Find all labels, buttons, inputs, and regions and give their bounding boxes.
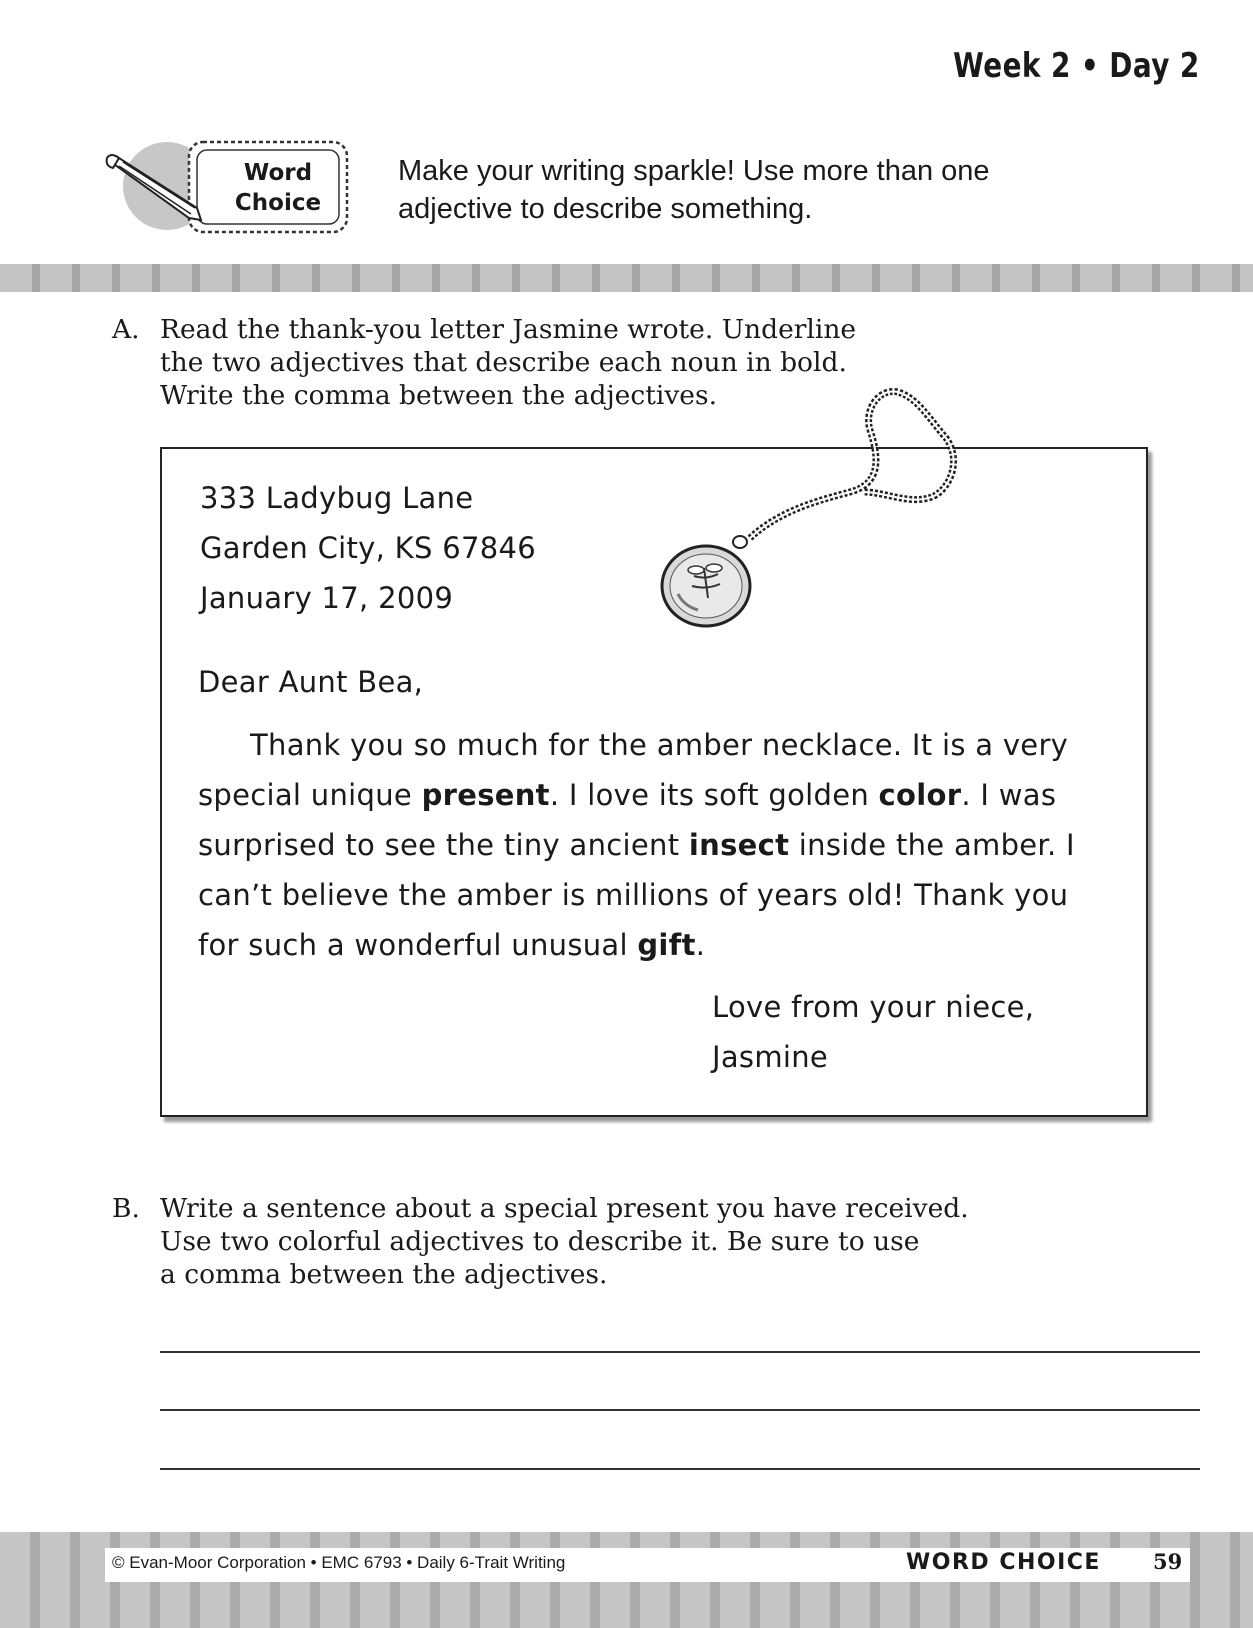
intro-text: Make your writing sparkle! Use more than one adjective to describe something. xyxy=(398,155,990,225)
writing-line[interactable] xyxy=(160,1409,1200,1411)
section-a-text: Read the thank-you letter Jasmine wrote. Underline the two adjectives that describe each noun in bold. Write the comma between the adjectives. xyxy=(160,314,857,411)
bold-noun-present: present xyxy=(421,778,550,812)
body-text: . xyxy=(695,928,706,962)
section-b-text: Write a sentence about a special present you have received. Use two colorful adjectives to describe it. Be sure to use a comma between the adjectives. xyxy=(160,1193,969,1290)
letter-greeting: Dear Aunt Bea, xyxy=(198,665,424,699)
letter-address xyxy=(200,473,536,623)
body-text: Thank you so much for the amber necklace. It is a very special unique xyxy=(198,728,1069,812)
bold-noun-color: color xyxy=(878,778,962,812)
body-text: inside the amber. I can’t believe the amber is millions of years old! Thank you for such a wonderful unusual xyxy=(198,828,1075,962)
bold-noun-insect: insect xyxy=(688,828,790,862)
bold-noun-gift: gift xyxy=(637,928,696,962)
signature: Jasmine xyxy=(712,1040,829,1074)
section-b-label: B. xyxy=(112,1193,140,1224)
badge-line-2: Choice xyxy=(234,190,322,216)
badge-label xyxy=(228,158,328,218)
amber-necklace-icon xyxy=(650,380,990,650)
writing-line[interactable] xyxy=(160,1351,1200,1353)
page-number: 59 xyxy=(1153,1549,1183,1574)
letter-body xyxy=(198,720,1118,970)
address-street: 333 Ladybug Lane xyxy=(200,481,474,515)
address-city: Garden City, KS 67846 xyxy=(200,531,536,565)
letter-closing xyxy=(712,982,1034,1082)
section-b-instructions xyxy=(112,1192,972,1291)
badge-line-1: Word xyxy=(243,160,313,186)
section-a-label: A. xyxy=(112,314,140,345)
body-text: . I was surprised to see the tiny ancient xyxy=(198,778,1057,862)
closing-line: Love from your niece, xyxy=(712,990,1035,1024)
body-text: . I love its soft golden xyxy=(549,778,879,812)
page-title: Week 2 • Day 2 xyxy=(953,46,1200,86)
footer-trait-label: WORD CHOICE xyxy=(906,1550,1101,1575)
header-divider xyxy=(0,264,1253,292)
letter-date: January 17, 2009 xyxy=(200,581,454,615)
writing-line[interactable] xyxy=(160,1468,1200,1470)
footer-copyright: © Evan-Moor Corporation • EMC 6793 • Daily 6-Trait Writing xyxy=(112,1553,566,1572)
